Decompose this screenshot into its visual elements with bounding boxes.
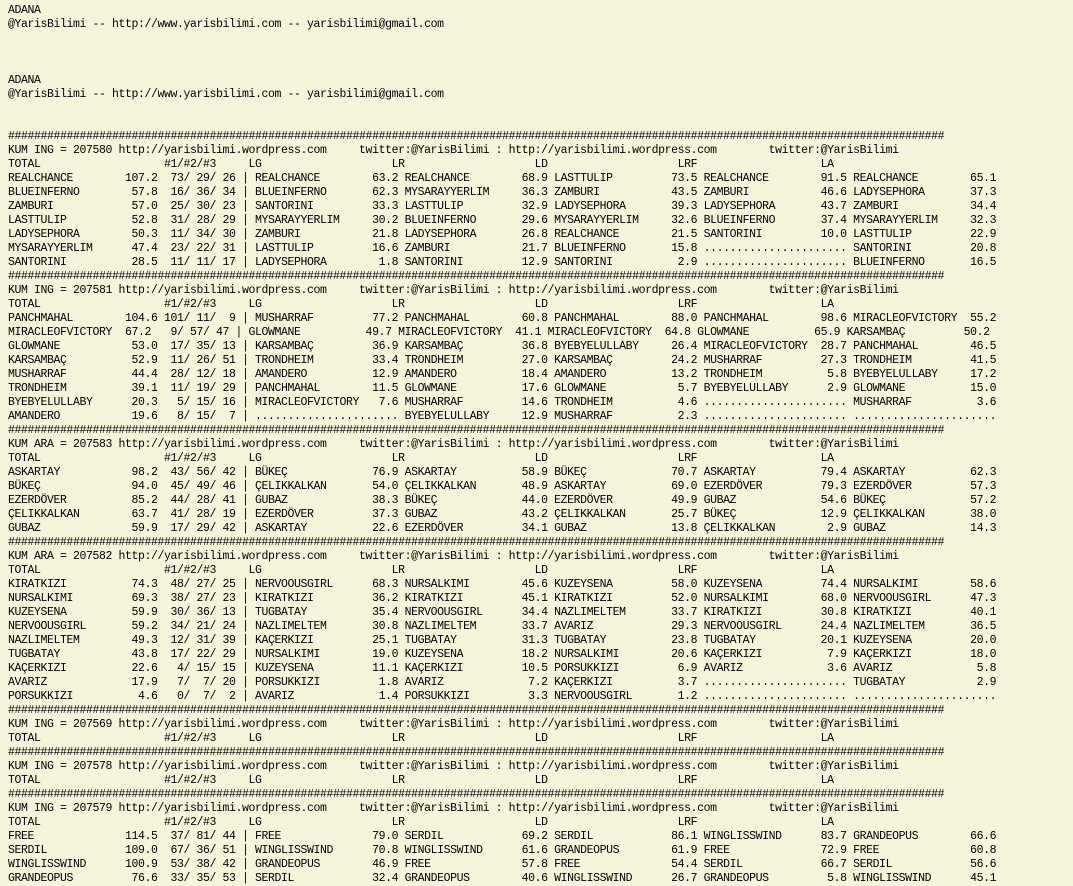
text-line: MYSARAYYERLIM 47.4 23/ 22/ 31 | LASTTULIP 16.6 ZAMBURI 21.7 BLUEINFERNO 15.8 ...................... SANTORINI 20.8 [8, 242, 997, 255]
text-line: KARSAMBAÇ 52.9 11/ 26/ 51 | TRONDHEIM 33.4 TRONDHEIM 27.0 KARSAMBAÇ 24.2 MUSHARRAF 27.3 TRONDHEIM 41.5 [8, 354, 997, 367]
text-line: TOTAL #1/#2/#3 LG LR LD LRF LA [8, 158, 834, 171]
text-line: ASKARTAY 98.2 43/ 56/ 42 | BÜKEÇ 76.9 ASKARTAY 58.9 BÜKEÇ 70.7 ASKARTAY 79.4 ASKARTAY 62.3 [8, 466, 997, 479]
text-line: KIRATKIZI 74.3 48/ 27/ 25 | NERVOOUSGIRL 68.3 NURSALKIMI 45.6 KUZEYSENA 58.0 KUZEYSENA 74.4 NURSALKIMI 58.6 [8, 578, 997, 591]
text-line: ################################################################################################################################################ [8, 536, 945, 549]
text-line: KUM ING = 207580 http://yarisbilimi.wordpress.com twitter:@YarisBilimi : http://yarisbilimi.wordpress.com twitter:@YarisBilimi [8, 144, 899, 157]
text-line: TRONDHEIM 39.1 11/ 19/ 29 | PANCHMAHAL 11.5 GLOWMANE 17.6 GLOWMANE 5.7 BYEBYELULLABY 2.9 GLOWMANE 15.0 [8, 382, 997, 395]
text-line: BÜKEÇ 94.0 45/ 49/ 46 | ÇELIKKALKAN 54.0 ÇELIKKALKAN 48.9 ASKARTAY 69.0 EZERDÖVER 79.3 EZERDÖVER 57.3 [8, 480, 997, 493]
text-line: ZAMBURI 57.0 25/ 30/ 23 | SANTORINI 33.3 LASTTULIP 32.9 LADYSEPHORA 39.3 LADYSEPHORA 43.7 ZAMBURI 34.4 [8, 200, 997, 213]
text-line: ################################################################################################################################################ [8, 704, 945, 717]
text-line: KUM ING = 207578 http://yarisbilimi.wordpress.com twitter:@YarisBilimi : http://yarisbilimi.wordpress.com twitter:@YarisBilimi [8, 760, 899, 773]
text-line: KUZEYSENA 59.9 30/ 36/ 13 | TUGBATAY 35.4 NERVOOUSGIRL 34.4 NAZLIMELTEM 33.7 KIRATKIZI 30.8 KIRATKIZI 40.1 [8, 606, 997, 619]
text-line: SANTORINI 28.5 11/ 11/ 17 | LADYSEPHORA 1.8 SANTORINI 12.9 SANTORINI 2.9 ...................... BLUEINFERNO 16.5 [8, 256, 997, 269]
text-line: ################################################################################################################################################ [8, 130, 945, 143]
text-line: GUBAZ 59.9 17/ 29/ 42 | ASKARTAY 22.6 EZERDÖVER 34.1 GUBAZ 13.8 ÇELIKKALKAN 2.9 GUBAZ 14.3 [8, 522, 997, 535]
text-line: TOTAL #1/#2/#3 LG LR LD LRF LA [8, 298, 834, 311]
text-line: AMANDERO 19.6 8/ 15/ 7 | ...................... BYEBYELULLABY 12.9 MUSHARRAF 2.3 ...................... ...................... [8, 410, 997, 423]
text-line: BYEBYELULLABY 20.3 5/ 15/ 16 | MIRACLEOFVICTORY 7.6 MUSHARRAF 14.6 TRONDHEIM 4.6 ...................... MUSHARRAF 3.6 [8, 396, 997, 409]
text-line: NAZLIMELTEM 49.3 12/ 31/ 39 | KAÇERKIZI 25.1 TUGBATAY 31.3 TUGBATAY 23.8 TUGBATAY 20.1 KUZEYSENA 20.0 [8, 634, 997, 647]
text-line: TOTAL #1/#2/#3 LG LR LD LRF LA [8, 732, 834, 745]
text-line: @YarisBilimi -- http://www.yarisbilimi.com -- yarisbilimi@gmail.com [8, 88, 444, 101]
text-line: PANCHMAHAL 104.6 101/ 11/ 9 | MUSHARRAF 77.2 PANCHMAHAL 60.8 PANCHMAHAL 88.0 PANCHMAHAL 98.6 MIRACLEOFVICTORY 55.2 [8, 312, 997, 325]
text-line: TOTAL #1/#2/#3 LG LR LD LRF LA [8, 816, 834, 829]
text-line [8, 102, 1073, 116]
text-line: ################################################################################################################################################ [8, 788, 945, 801]
text-line: GLOWMANE 53.0 17/ 35/ 13 | KARSAMBAÇ 36.9 KARSAMBAÇ 36.8 BYEBYELULLABY 26.4 MIRACLEOFVICTORY 28.7 PANCHMAHAL 46.5 [8, 340, 997, 353]
text-line: KUM ING = 207569 http://yarisbilimi.wordpress.com twitter:@YarisBilimi : http://yarisbilimi.wordpress.com twitter:@YarisBilimi [8, 718, 899, 731]
text-line: NURSALKIMI 69.3 38/ 27/ 23 | KIRATKIZI 36.2 KIRATKIZI 45.1 KIRATKIZI 52.0 NURSALKIMI 68.0 NERVOOUSGIRL 47.3 [8, 592, 997, 605]
text-line: TUGBATAY 43.8 17/ 22/ 29 | NURSALKIMI 19.0 KUZEYSENA 18.2 NURSALKIMI 20.6 KAÇERKIZI 7.9 KAÇERKIZI 18.0 [8, 648, 997, 661]
text-line [8, 116, 1073, 130]
text-line: LADYSEPHORA 50.3 11/ 34/ 30 | ZAMBURI 21.8 LADYSEPHORA 26.8 REALCHANCE 21.5 SANTORINI 10.0 LASTTULIP 22.9 [8, 228, 997, 241]
text-line [8, 32, 1073, 46]
text-line: GRANDEOPUS 76.6 33/ 35/ 53 | SERDIL 32.4 GRANDEOPUS 40.6 WINGLISSWIND 26.7 GRANDEOPUS 5.8 WINGLISSWIND 45.1 [8, 872, 997, 885]
text-line: SERDIL 109.0 67/ 36/ 51 | WINGLISSWIND 70.8 WINGLISSWIND 61.6 GRANDEOPUS 61.9 FREE 72.9 FREE 60.8 [8, 844, 997, 857]
text-line [8, 60, 1073, 74]
text-line: AVARIZ 17.9 7/ 7/ 20 | PORSUKKIZI 1.8 AVARIZ 7.2 KAÇERKIZI 3.7 ...................... TUGBATAY 2.9 [8, 676, 997, 689]
text-line: WINGLISSWIND 100.9 53/ 38/ 42 | GRANDEOPUS 46.9 FREE 57.8 FREE 54.4 SERDIL 66.7 SERDIL 56.6 [8, 858, 997, 871]
text-line: TOTAL #1/#2/#3 LG LR LD LRF LA [8, 774, 834, 787]
text-line: KUM ARA = 207582 http://yarisbilimi.wordpress.com twitter:@YarisBilimi : http://yarisbilimi.wordpress.com twitter:@YarisBilimi [8, 550, 899, 563]
text-line: ADANA [8, 4, 41, 17]
text-line: ADANA [8, 74, 41, 87]
text-line: ################################################################################################################################################ [8, 424, 945, 437]
text-line: FREE 114.5 37/ 81/ 44 | FREE 79.0 SERDIL 69.2 SERDIL 86.1 WINGLISSWIND 83.7 GRANDEOPUS 66.6 [8, 830, 997, 843]
text-line: BLUEINFERNO 57.8 16/ 36/ 34 | BLUEINFERNO 62.3 MYSARAYYERLIM 36.3 ZAMBURI 43.5 ZAMBURI 46.6 LADYSEPHORA 37.3 [8, 186, 997, 199]
text-line: ÇELIKKALKAN 63.7 41/ 28/ 19 | EZERDÖVER 37.3 GUBAZ 43.2 ÇELIKKALKAN 25.7 BÜKEÇ 12.9 ÇELIKKALKAN 38.0 [8, 508, 997, 521]
text-line: KUM ING = 207581 http://yarisbilimi.wordpress.com twitter:@YarisBilimi : http://yarisbilimi.wordpress.com twitter:@YarisBilimi [8, 284, 899, 297]
text-line: KUM ARA = 207583 http://yarisbilimi.wordpress.com twitter:@YarisBilimi : http://yarisbilimi.wordpress.com twitter:@YarisBilimi [8, 438, 899, 451]
text-line: KAÇERKIZI 22.6 4/ 15/ 15 | KUZEYSENA 11.1 KAÇERKIZI 10.5 PORSUKKIZI 6.9 AVARIZ 3.6 AVARIZ 5.8 [8, 662, 997, 675]
text-line: @YarisBilimi -- http://www.yarisbilimi.com -- yarisbilimi@gmail.com [8, 18, 444, 31]
text-line: MUSHARRAF 44.4 28/ 12/ 18 | AMANDERO 12.9 AMANDERO 18.4 AMANDERO 13.2 TRONDHEIM 5.8 BYEBYELULLABY 17.2 [8, 368, 997, 381]
text-line: PORSUKKIZI 4.6 0/ 7/ 2 | AVARIZ 1.4 PORSUKKIZI 3.3 NERVOOUSGIRL 1.2 ...................... ...................... [8, 690, 997, 703]
text-line: REALCHANCE 107.2 73/ 29/ 26 | REALCHANCE 63.2 REALCHANCE 68.9 LASTTULIP 73.5 REALCHANCE 91.5 REALCHANCE 65.1 [8, 172, 997, 185]
text-line: TOTAL #1/#2/#3 LG LR LD LRF LA [8, 564, 834, 577]
text-line: LASTTULIP 52.8 31/ 28/ 29 | MYSARAYYERLIM 30.2 BLUEINFERNO 29.6 MYSARAYYERLIM 32.6 BLUEINFERNO 37.4 MYSARAYYERLIM 32.3 [8, 214, 997, 227]
text-line: EZERDÖVER 85.2 44/ 28/ 41 | GUBAZ 38.3 BÜKEÇ 44.0 EZERDÖVER 49.9 GUBAZ 54.6 BÜKEÇ 57.2 [8, 494, 997, 507]
text-line: MIRACLEOFVICTORY 67.2 9/ 57/ 47 | GLOWMANE 49.7 MIRACLEOFVICTORY 41.1 MIRACLEOFVICTORY 64.8 GLOWMANE 65.9 KARSAMBAÇ 50.2 [8, 326, 990, 339]
text-line: TOTAL #1/#2/#3 LG LR LD LRF LA [8, 452, 834, 465]
text-line: KUM ING = 207579 http://yarisbilimi.wordpress.com twitter:@YarisBilimi : http://yarisbilimi.wordpress.com twitter:@YarisBilimi [8, 802, 899, 815]
text-line: ################################################################################################################################################ [8, 270, 945, 283]
text-line: NERVOOUSGIRL 59.2 34/ 21/ 24 | NAZLIMELTEM 30.8 NAZLIMELTEM 33.7 AVARIZ 29.3 NERVOOUSGIRL 24.4 NAZLIMELTEM 36.5 [8, 620, 997, 633]
text-line: ################################################################################################################################################ [8, 746, 945, 759]
text-line [8, 46, 1073, 60]
